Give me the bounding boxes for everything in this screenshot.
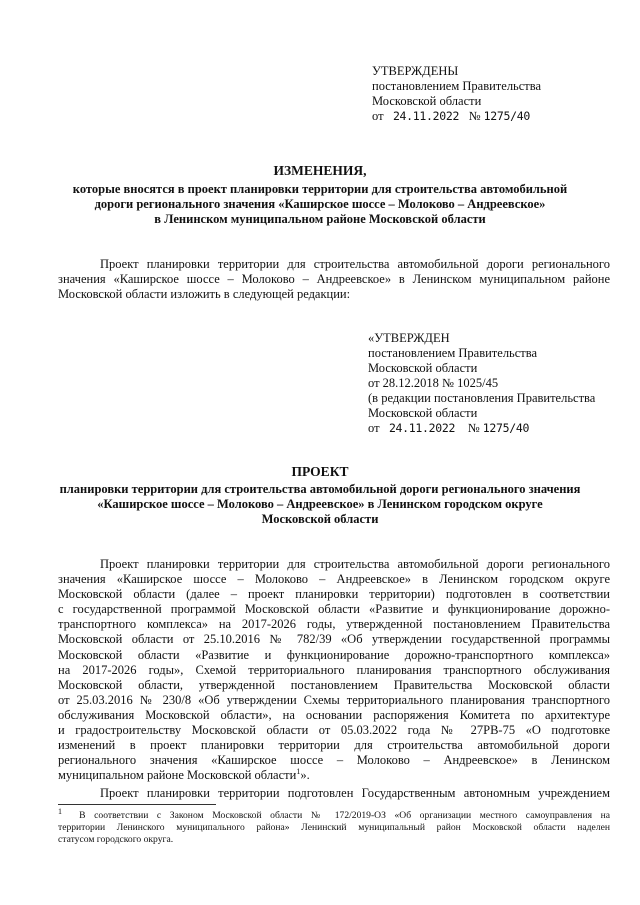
- body-line: Московской области «Развитие и функционирование дорожно-транспортного комплекса»: [58, 647, 610, 662]
- changes-line-3: в Ленинском муниципальном районе Московской области: [154, 212, 486, 226]
- body-line: Проект планировки территории для строительства автомобильной дороги регионального: [100, 557, 610, 571]
- body-line: на 2017-2026 годы», Схемой территориального планирования транспортного обслуживания: [58, 662, 610, 677]
- approval-line-2: Московской области: [372, 94, 482, 108]
- approved-title: «УТВЕРЖДЕН: [368, 331, 450, 345]
- approval-date-line: [372, 109, 541, 124]
- approved-line-2: Московской области: [368, 361, 478, 375]
- approval-date-prefix: от: [372, 109, 384, 123]
- second-paragraph: Проект планировки территории подготовлен Государственным автономным учреждением: [100, 786, 610, 801]
- approval-line-1: постановлением Правительства: [372, 79, 542, 93]
- body-line: Московской области, утвержденной постановлением Правительства Московской области: [58, 677, 610, 692]
- approved-line-1: постановлением Правительства: [368, 346, 538, 360]
- body-line: с государственной программой Московской области «Развитие и функционирование дорожно-: [58, 602, 610, 617]
- body-paragraph: [58, 557, 610, 801]
- approved-date-line: [368, 421, 595, 436]
- approved-date: 24.11.2022: [388, 421, 456, 435]
- body-line: обслуживания Московской области», на основании распоряжения Комитета по архитектуре: [58, 707, 610, 722]
- body-line: и градостроительству Московской области от 05.03.2022 года № 27РВ-75 «О подготовке: [58, 723, 610, 738]
- approval-number: 1275/40: [483, 109, 530, 123]
- project-line-1: планировки территории для строительства автомобильной дороги регионального значения: [59, 482, 581, 496]
- approval-date: 24.11.2022: [392, 109, 460, 123]
- project-line-3: Московской области: [261, 512, 379, 526]
- body-paragraph-end: ».: [300, 768, 310, 783]
- footnote-line-1-text: В соответствии с Законом Московской области № 172/2019-ОЗ «Об организации местного самоуправления на: [79, 810, 611, 821]
- footnote-line-1: [58, 806, 611, 822]
- body-line-last: [58, 768, 610, 783]
- body-line: от 25.03.2016 № 230/8 «Об утверждении Схемы территориального планирования транспортного: [58, 692, 610, 707]
- intro-line-3: Московской области изложить в следующей редакции:: [58, 287, 351, 302]
- footnote-line-2: территории Ленинского муниципального района» Ленинский муниципальный район Московской области наделен: [58, 822, 610, 833]
- footnote-marker: 1: [58, 806, 62, 816]
- approval-block: [372, 64, 541, 124]
- body-line: Московской области от 25.10.2016 № 782/39 «Об утверждении государственной программы: [58, 632, 610, 647]
- intro-paragraph: [58, 257, 610, 302]
- footnote: [58, 806, 611, 846]
- body-line: изменений в проект планировки территории для строительства автомобильной дороги: [58, 738, 610, 753]
- approved-line-3: от 28.12.2018 № 1025/45: [368, 376, 499, 390]
- approved-line-5: Московской области: [368, 406, 478, 420]
- approved-block: [368, 331, 595, 436]
- changes-header: [0, 163, 640, 227]
- approval-title: УТВЕРЖДЕНЫ: [372, 64, 459, 78]
- body-line: муниципальном районе Московской области: [58, 768, 297, 783]
- changes-line-2: дороги регионального значения «Каширское шоссе – Молоково – Андреевское»: [94, 197, 546, 211]
- approval-number-sign: №: [468, 109, 481, 123]
- footnote-ref: 1: [296, 767, 301, 777]
- approved-number-sign: №: [467, 421, 480, 435]
- changes-title: ИЗМЕНЕНИЯ,: [273, 163, 367, 178]
- footnote-separator: [58, 804, 216, 805]
- body-line: Московской области (далее – проект планировки территории) подготовлен в соответствии: [58, 587, 610, 602]
- approved-date-prefix: от: [368, 421, 380, 435]
- project-title: ПРОЕКТ: [291, 464, 349, 479]
- changes-line-1: которые вносятся в проект планировки территории для строительства автомобильной: [72, 182, 568, 196]
- project-header: [0, 464, 640, 527]
- project-line-2: «Каширское шоссе – Молоково – Андреевское» в Ленинском городском округе: [97, 497, 543, 511]
- intro-line-2: значения «Каширское шоссе – Молоково – Андреевское» в Ленинском муниципальном районе: [58, 272, 610, 287]
- approved-number: 1275/40: [482, 421, 530, 435]
- body-line: регионального значения «Каширское шоссе – Молоково – Андреевское» в Ленинском: [58, 753, 610, 768]
- intro-line-1: Проект планировки территории для строительства автомобильной дороги регионального: [100, 257, 610, 271]
- approved-line-4: (в редакции постановления Правительства: [368, 391, 596, 405]
- body-line: значения «Каширское шоссе – Молоково – Андреевское» в Ленинском городском округе: [58, 572, 610, 587]
- body-line: транспортного комплекса» на 2017-2026 годы, утвержденной постановлением Правительства: [58, 617, 610, 632]
- footnote-line-3: статусом городского округа.: [58, 834, 174, 845]
